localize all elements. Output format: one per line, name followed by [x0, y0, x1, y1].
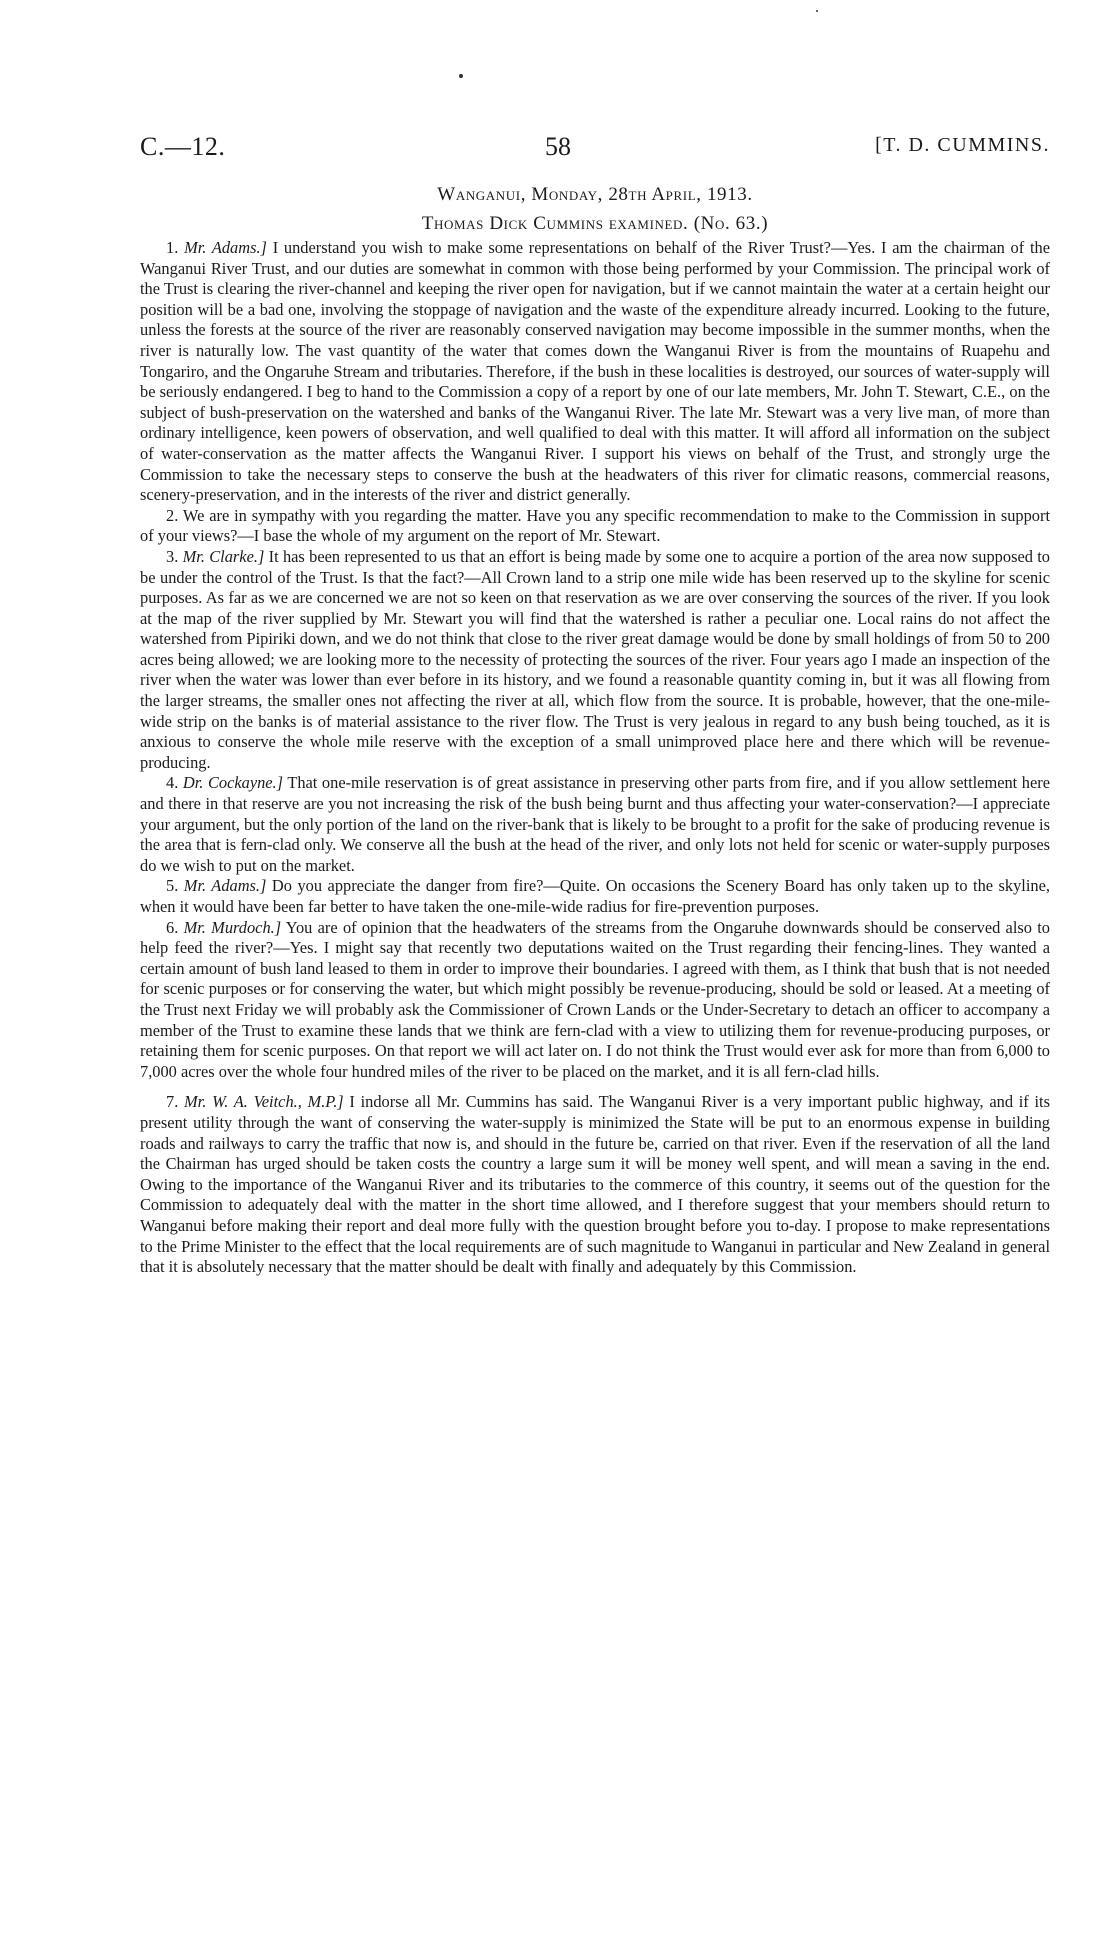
testimony-paragraph	[140, 506, 1050, 547]
page-header	[140, 132, 1050, 166]
paragraph-text: You are of opinion that the headwaters of the streams from the Ongaruhe downwards should be conserved also to help feed the river?—Yes. I might say that recently two deputations waited on the Trust regarding their fencing-lines. They wanted a certain amount of bush land leased to them in order to improve their boundaries. I agreed with them, as I think that bush that is not needed for scenic purposes or for conserving the water, but which might possibly be revenue-producing, should be sold or leased. At a meeting of the Trust next Friday we will probably ask the Commissioner of Crown Lands or the Under-Secretary to detach an officer to accompany a member of the Trust to examine these lands that we think are fern-clad with a view to utilizing them for revenue-producing purposes, or retaining them for scenic purposes. On that report we will act later on. I do not think the Trust would ever ask for more than from 6,000 to 7,000 acres over the whole four hundred miles of the river to be placed on the market, and it is all fern-clad hills.	[140, 917, 1050, 1081]
paragraph-text: I indorse all Mr. Cummins has said. The Wanganui River is a very important public highway, and if its present utility through the want of conserving the water-supply is minimized the State will be put to an enormous expense in building roads and railways to carry the traffic that now is, and should in the future be, carried on that river. Even if the reservation of all the land the Chairman has urged should be taken costs the country a large sum it will be money well spent, and will mean a saving in the end. Owing to the importance of the Wanganui River and its tributaries to the commerce of this country, it seems out of the question for the Commission to adequately deal with the matter in the short time allowed, and I therefore suggest that your members should return to Wanganui before making their report and deal more fully with the question brought before you to-day. I propose to make representations to the Prime Minister to the effect that the local requirements are of such magnitude to Wanganui in particular and New Zealand in general that it is absolutely necessary that the matter should be dealt with finally and adequately by this Commission.	[140, 1092, 1050, 1277]
question-number: 6.	[166, 917, 179, 937]
speaker: Mr. Adams.]	[184, 238, 267, 257]
paragraph-text: I understand you wish to make some representations on behalf of the River Trust?—Yes. I am the chairman of the Wanganui River Trust, and our duties are somewhat in common with those being performed by your Commission. The principal work of the Trust is clearing the river-channel and keeping the river open for navigation, but if we cannot maintain the water at a certain height our position will be a bad one, involving the stoppage of navigation and the waste of the expenditure already incurred. Looking to the future, unless the forests at the source of the river are reasonably conserved navigation may become impossible in the summer months, when the river is naturally low. The vast quantity of the water that comes down the Wanganui River is from the mountains of Ruapehu and Tongariro, and the Ongaruhe Stream and tributaries. Therefore, if the bush in these localities is destroyed, our sources of water-supply will be seriously endangered. I beg to hand to the Commission a copy of a report by one of our late members, Mr. John T. Stewart, C.E., on the subject of bush-preservation on the watershed and banks of the Wanganui River. The late Mr. Stewart was a very live man, of more than ordinary intelligence, keen powers of observation, and well qualified to deal with this matter. It will afford all information on the subject of water-conservation as the matter affects the Wanganui River. I support his views on behalf of the Trust, and strongly urge the Commission to take the necessary steps to conserve the bush at the headwaters of this river for climatic reasons, commercial reasons, scenery-preservation, and in the interests of the river and district generally.	[140, 238, 1050, 505]
question-number: 7.	[166, 1092, 179, 1112]
paragraph-text: We are in sympathy with you regarding the matter. Have you any specific recommendation to make to the Commission in support of your views?—I base the whole of my argument on the report of Mr. Stewart.	[140, 505, 1051, 546]
question-number: 5.	[166, 876, 179, 896]
question-number: 1.	[166, 238, 179, 257]
testimony-paragraph	[140, 547, 1050, 774]
page-number: 58	[545, 132, 571, 161]
document-reference: C.—12.	[140, 132, 226, 161]
speaker: Dr. Cockayne.]	[182, 773, 284, 793]
print-speck	[459, 74, 463, 78]
witness-heading: Thomas Dick Cummins examined. (No. 63.)	[421, 213, 769, 234]
testimony-paragraph	[140, 918, 1050, 1083]
print-speck	[816, 10, 818, 12]
question-number: 4.	[166, 773, 179, 793]
question-number: 3.	[166, 546, 179, 566]
speaker: Mr. Adams.]	[183, 876, 267, 896]
question-number: 2.	[166, 505, 179, 525]
speaker: Mr. W. A. Veitch., M.P.]	[184, 1092, 344, 1112]
speaker: Mr. Murdoch.]	[183, 917, 282, 937]
paragraph-text: It has been represented to us that an effort is being made by some one to acquire a portion of the area now supposed to be under the control of the Trust. Is that the fact?—All Crown land to a strip one mile wide has been reserved up to the skyline for scenic purposes. As far as we are concerned we are not so keen on that reservation as we are over conserving the sources of the river. If you look at the map of the river supplied by Mr. Stewart you will find that the watershed is rather a peculiar one. Local rains do not affect the watershed from Pipiriki down, and we do not think that close to the river great damage would be done by small holdings of from 50 to 200 acres being allowed; we are looking more to the necessity of protecting the sources of the river. Four years ago I made an inspection of the river when the water was lower than ever before in its history, and we found a reasonable quantity coming in, but it was all flowing from the larger streams, the smaller ones not affecting the river at all, which flow from the source. It is probable, however, that the one-mile-wide strip on the banks is of material assistance to the river flow. The Trust is very jealous in regard to any bush being touched, as it is anxious to conserve the whole mile reserve with the exception of a small unimproved place here and there which will be revenue-producing.	[140, 546, 1050, 772]
testimony-body	[140, 238, 1050, 1278]
speaker: Mr. Clarke.]	[182, 546, 265, 566]
running-head: [T. D. CUMMINS.	[875, 134, 1050, 156]
paragraph-text: That one-mile reservation is of great assistance in preserving other parts from fire, and if you allow settlement here and there in that reserve are you not increasing the risk of the bush being burnt and thus affecting your water-conservation?—I appreciate your argument, but the only portion of the land on the river-bank that is likely to be brought to a profit for the sake of producing revenue is the area that is fern-clad only. We conserve all the bush at the head of the river, and only lots not held for scenic or water-supply purposes do we wish to put on the market.	[140, 773, 1050, 875]
statement-paragraph	[140, 1092, 1050, 1277]
paragraph-text: Do you appreciate the danger from fire?—Quite. On occasions the Scenery Board has only taken up to the skyline, when it would have been far better to have taken the one-mile-wide radius for fire-prevention purposes.	[140, 876, 1050, 916]
testimony-paragraph	[140, 876, 1050, 917]
place-date-heading: Wanganui, Monday, 28th April, 1913.	[437, 184, 753, 205]
testimony-paragraph	[140, 238, 1050, 506]
testimony-paragraph	[140, 773, 1050, 876]
